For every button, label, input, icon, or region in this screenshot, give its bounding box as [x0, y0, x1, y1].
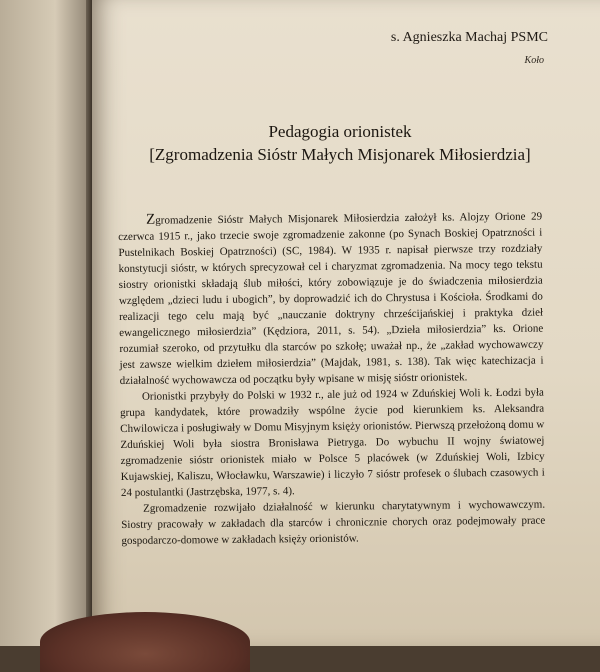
- left-page: [0, 0, 92, 646]
- paragraph-1: Zgromadzenie Sióstr Małych Misjonarek Miłosierdzia założył ks. Alojzy Orione 29 czerwca 1915 r., jako trzecie swoje zgromadzenie zakonne (po Synach Boskiej Opatrzności i Pustelnikach Boskiej Opatrzności) (SC, 1984). W 1935 r. napisał pierwsze trzy rozdziały konstytucji sióstr, w których sprecyzował cel i charyzmat zgromadzenia. Na mocy tego tekstu siostry orionistki składają ślub miłości, który zobowiązuje je do świadczenia miłosierdzia względem „dzieci ludu i ubogich”, by doprowadzić ich do Chrystusa i Kościoła. Środkami do realizacji tego celu mają być „nauczanie doktryny chrześcijańskiej i praktyka dzieł ewangelicznego miłosierdzia” (Kędziora, 2011, s. 54). „Dzieła miłosierdzia” ks. Orione rozumiał szeroko, od przytułku dla starców po szkołę; uważał np., że „zakład wychowawczy jest zawsze wielkim dziełem miłosierdzia” (Majdak, 1981, s. 138). Tak więc katechizacja i działalność wychowawcza od początku były wpisane w misję sióstr orionistek.: [118, 210, 544, 387]
- article-body: [118, 208, 546, 549]
- paragraph-3: Zgromadzenie rozwijało działalność w kierunku charytatywnym i wychowawczym. Siostry pracowały w zakładach dla starców i chronicznie chorych oraz podejmowały prace gospodarczo-domowe w zakładach księży orionistów.: [121, 498, 546, 547]
- running-header-location: Koło: [524, 55, 544, 66]
- finger-holding-page: [40, 612, 250, 672]
- running-header-author: s. Agnieszka Machaj PSMC: [390, 30, 548, 45]
- article-subtitle: [Zgromadzenia Sióstr Małych Misjonarek Miłosierdzia]: [149, 145, 531, 164]
- paragraph-2: Orionistki przybyły do Polski w 1932 r., ale już od 1924 w Zduńskiej Woli k. Łodzi była grupa kandydatek, które prowadziły wspólne życie pod kierunkiem ks. Aleksandra Chwilowicza i posługiwały w Domu Misyjnym księży orionistów. Pierwszą przełożoną domu w Zduńskiej Woli była siostra Bronisława Pietryga. Do wybuchu II wojny światowej zgromadzenie sióstr orionistek miało w Polsce 5 placówek (w Zduńskiej Woli, Izbicy Kujawskiej, Kaliszu, Włocławku, Warszawie) i liczyło 7 sióstr profesek o ślubach czasowych i 24 postulantki (Jastrzębska, 1977, s. 4).: [120, 386, 545, 499]
- article-title: Pedagogia orionistek: [268, 122, 412, 141]
